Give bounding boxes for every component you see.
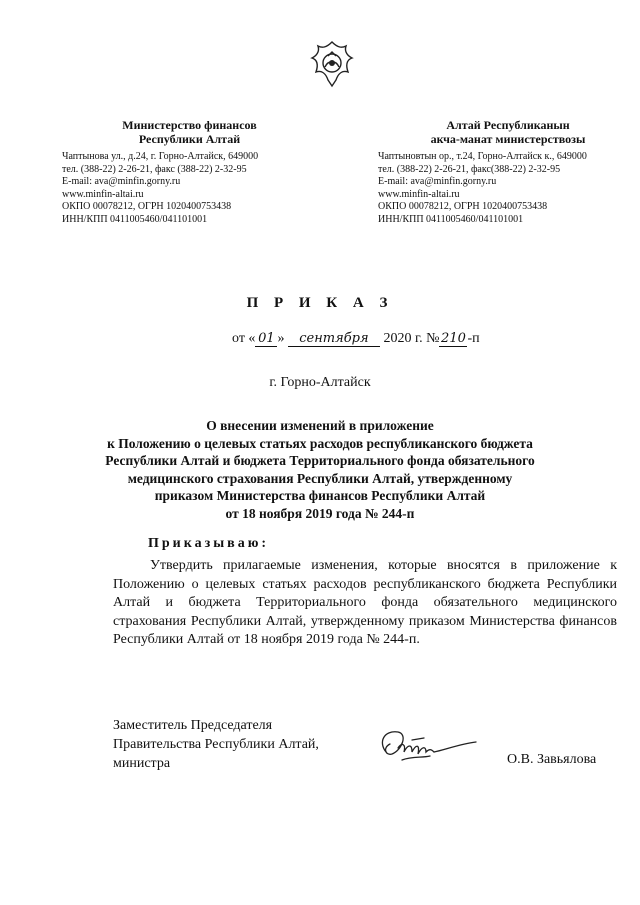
okpo-line: ОКПО 00078212, ОГРН 1020400753438	[378, 201, 548, 212]
okpo-line: ОКПО 00078212, ОГРН 1020400753438	[62, 201, 232, 212]
altai-coat-of-arms-icon	[302, 38, 362, 90]
signatory-name: О.В. Завьялова	[507, 752, 597, 767]
website-line: www.minfin-altai.ru	[378, 188, 460, 200]
date-number-line: от « 01 » сентября 2020 г. № 210 -п	[232, 331, 480, 346]
order-body: Утвердить прилагаемые изменения, которые вносятся в приложение к Положению о целевых статьях расходов республиканского бюджета Республики Алтай и бюджета Территориального фонда обязательного медицинского страхования Республики Алтай, утвержденному приказом Министерства финансов Республики Алтай от 18 ноября 2019 года № 244-п.	[113, 558, 617, 647]
ministry-name-ru: Министерство финансов Республики Алтай	[122, 118, 257, 146]
order-directive: Приказываю:	[148, 536, 270, 551]
phone-line: тел. (388-22) 2-26-21, факс(388-22) 2-32-95	[378, 163, 561, 175]
ministry-name-alt: Алтай Республиканын акча-манат министерствозы	[430, 118, 586, 146]
email-line: E-mail: ava@minfin.gorny.ru	[378, 176, 497, 187]
address-line: Чаптыновтын ор., т.24, Горно-Алтайск к., 649000	[378, 151, 587, 162]
sender-header-alt	[378, 118, 638, 226]
website-line: www.minfin-altai.ru	[62, 188, 144, 200]
email-line: E-mail: ava@minfin.gorny.ru	[62, 176, 181, 187]
phone-line: тел. (388-22) 2-26-21, факс (388-22) 2-32-95	[62, 163, 247, 175]
document-title: П Р И К А З	[246, 295, 394, 311]
inn-line: ИНН/КПП 0411005460/041101001	[378, 213, 524, 225]
inn-line: ИНН/КПП 0411005460/041101001	[62, 213, 208, 225]
date-month: сентября	[288, 332, 380, 347]
order-number: 210	[441, 331, 466, 346]
order-subject: О внесении изменений в приложение к Положению о целевых статьях расходов республиканского бюджета Республики Алтай и бюджета Территориального фонда обязательного медицинского страхования Республики Алтай, утвержденному приказом Министерства финансов Республики Алтай от 18 ноября 2019 года № 244-п	[105, 418, 535, 521]
sender-header-ru	[62, 118, 317, 226]
address-line: Чаптынова ул., д.24, г. Горно-Алтайск, 649000	[62, 151, 259, 162]
signatory-position: Заместитель Председателя Правительства Республики Алтай, министра	[113, 718, 319, 771]
date-day: 01	[255, 332, 277, 347]
handwritten-signature	[372, 722, 492, 770]
city: г. Горно-Алтайск	[269, 375, 371, 390]
